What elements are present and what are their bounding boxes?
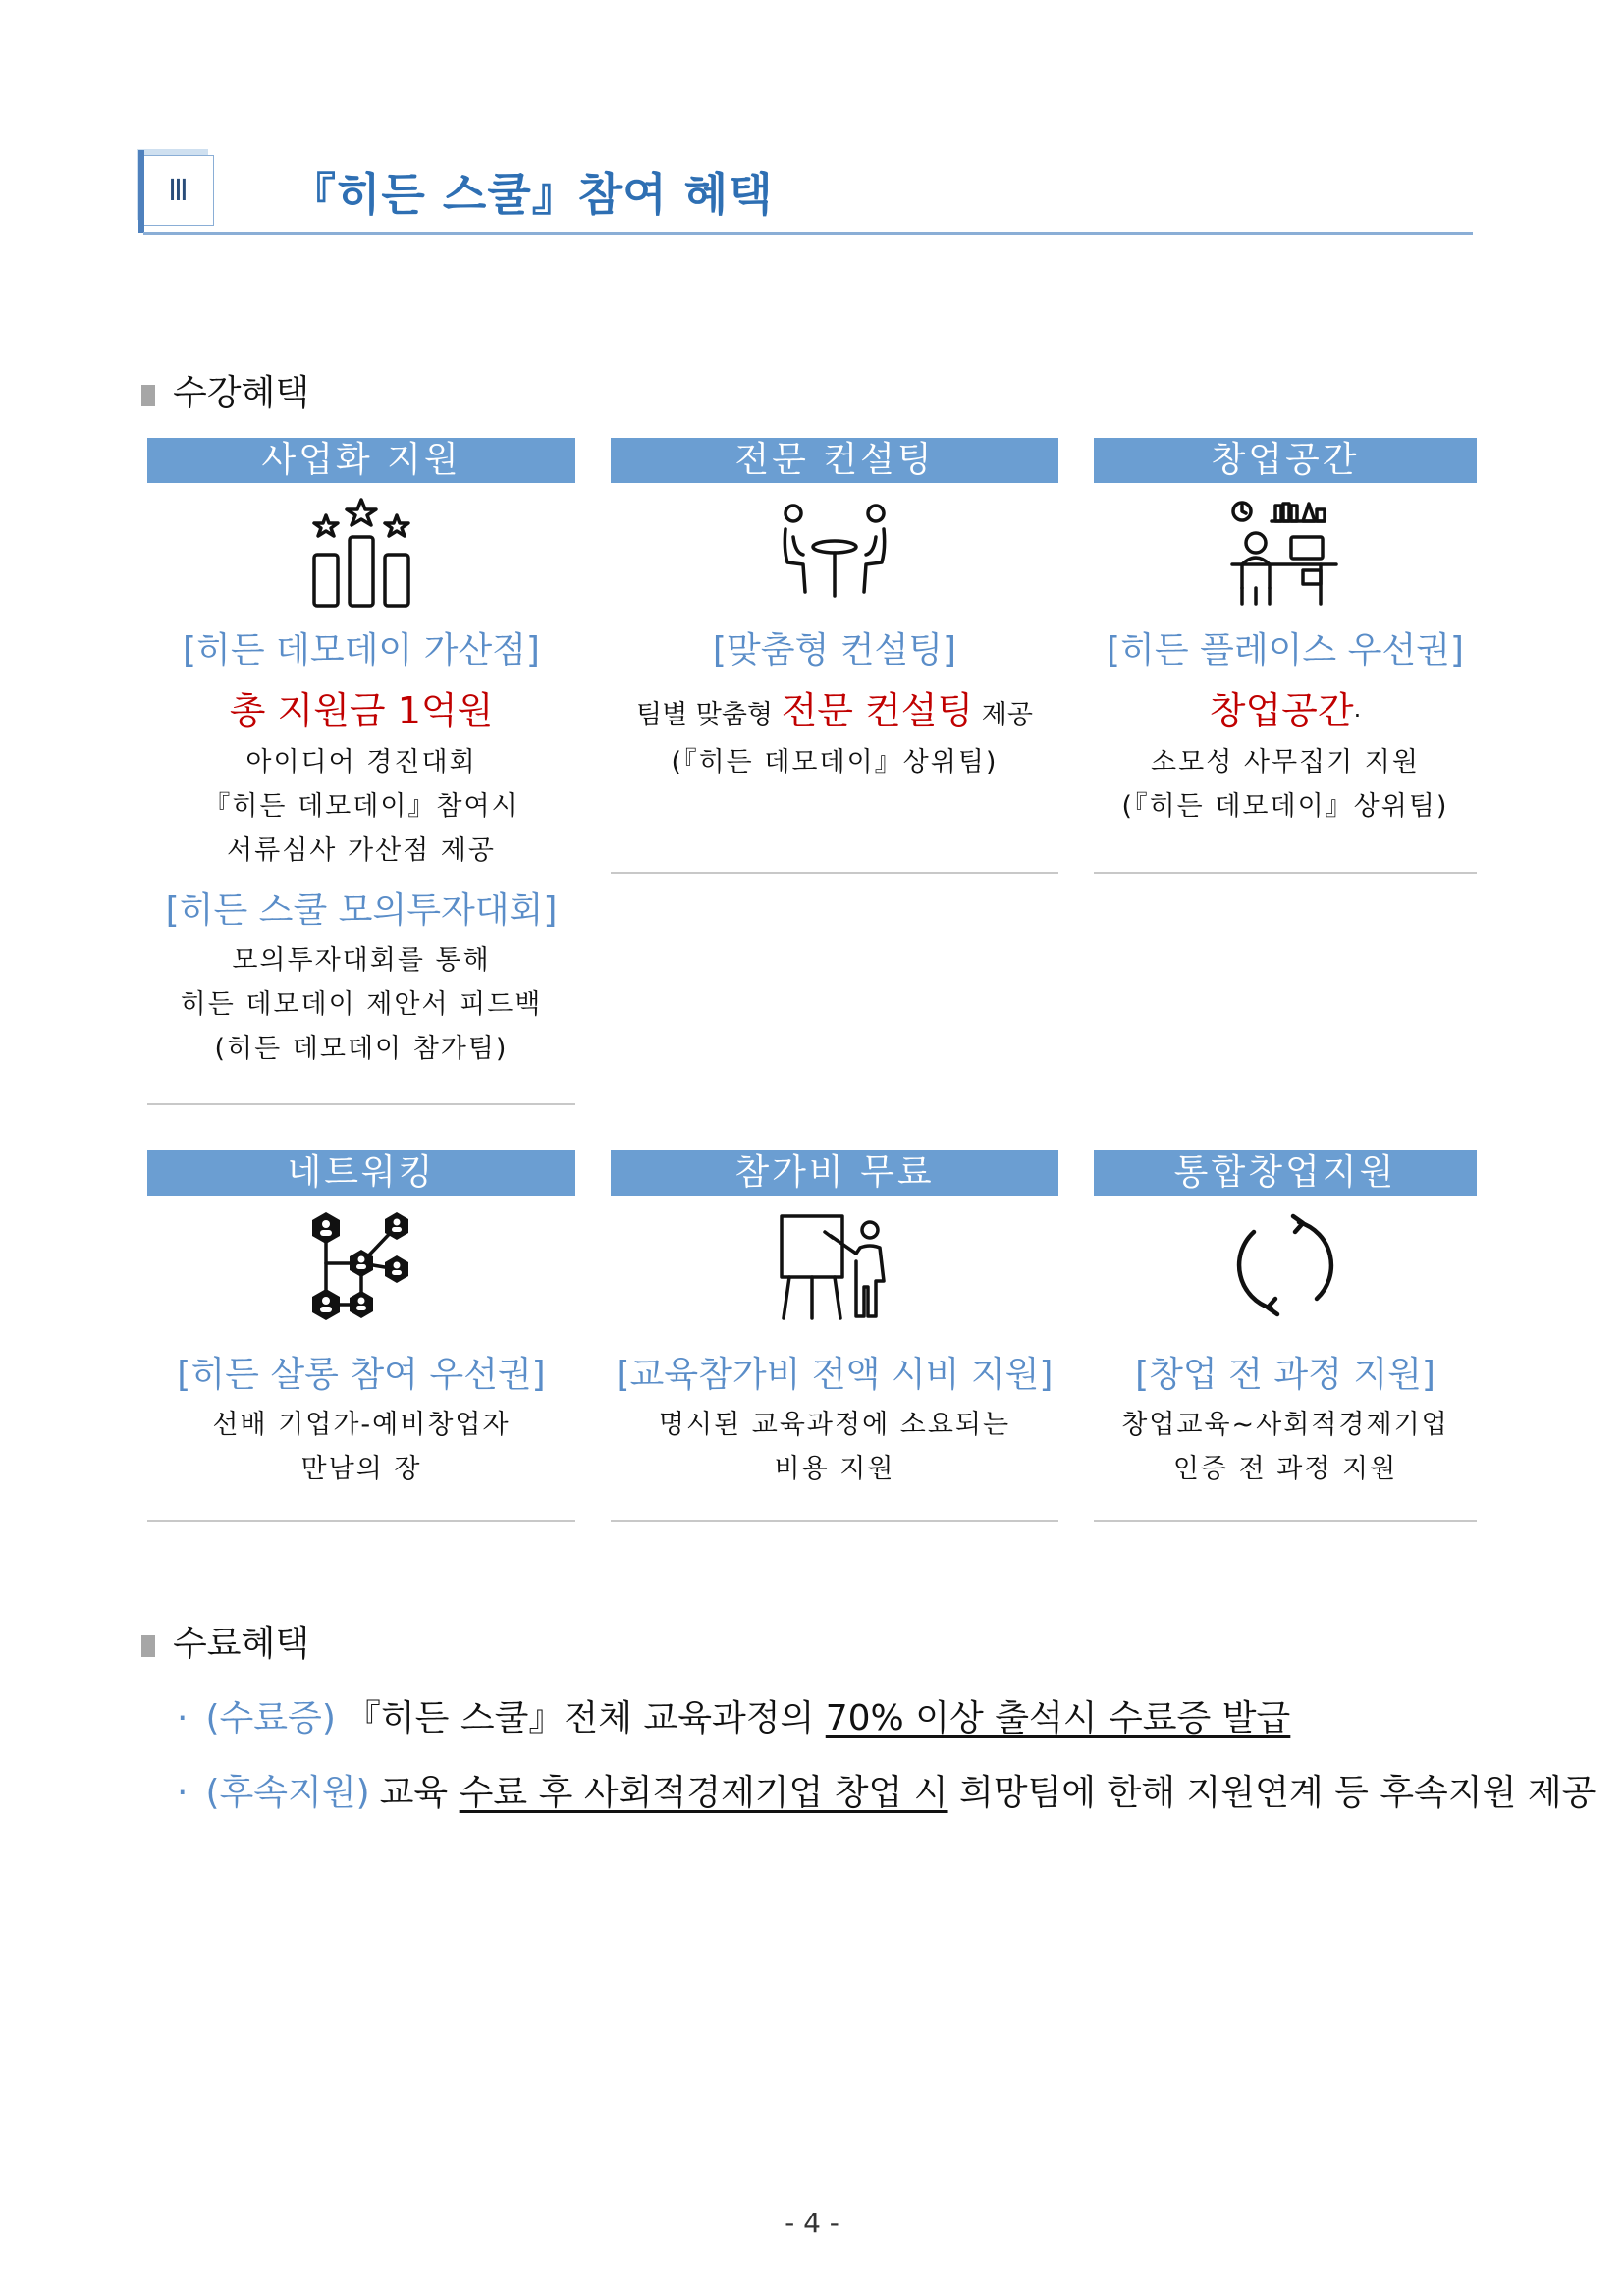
network-people-icon (147, 1203, 575, 1327)
card-description (1094, 1403, 1477, 1491)
office-desk-icon (1094, 491, 1477, 614)
item-tag: (후속지원) (205, 1773, 370, 1813)
desc-line: (히든 데모데이 참가팀) (214, 1034, 509, 1064)
card-highlight (1094, 680, 1477, 734)
desc-line: (『히든 데모데이』상위팀) (671, 747, 999, 777)
section-header (143, 155, 1473, 234)
card-description (147, 1403, 575, 1491)
desc-line: 서류심사 가산점 제공 (227, 835, 496, 866)
card-highlight-line (611, 680, 1058, 734)
section-title: 『히든 스쿨』참여 혜택 (291, 168, 774, 221)
item-underlined-text: 70% 이상 출석시 수료증 발급 (825, 1698, 1291, 1738)
highlight-suffix: · (1353, 702, 1362, 729)
card-description (611, 740, 1058, 784)
card-description-2 (147, 938, 575, 1071)
card-description (147, 740, 575, 873)
heading-square-icon (141, 1635, 155, 1657)
teacher-board-icon (611, 1203, 1058, 1327)
card-subtitle: [맞춤형 컨설팅] (712, 630, 957, 670)
desc-line: 명시된 교육과정에 소요되는 (658, 1410, 1011, 1440)
card-description (611, 1403, 1058, 1491)
completion-item-followup (177, 1765, 1596, 1815)
completion-benefits-heading (141, 1616, 309, 1666)
podium-stars-icon (147, 491, 575, 614)
completion-benefits-heading-text: 수료혜택 (173, 1624, 310, 1664)
course-benefits-heading (141, 365, 309, 415)
card-subtitle: [히든 살롱 참여 우선권] (177, 1355, 546, 1395)
desc-line: 만남의 장 (300, 1454, 422, 1484)
desc-line: 비용 지원 (774, 1454, 895, 1484)
desc-line: 선배 기업가-예비창업자 (212, 1410, 511, 1440)
page-number: - 4 - (785, 2207, 839, 2239)
desc-line: (『히든 데모데이』상위팀) (1121, 791, 1449, 822)
desc-line: 창업교육~사회적경제기업 (1121, 1410, 1449, 1440)
bullet-dot: · (177, 1698, 189, 1738)
card-title: 사업화 지원 (147, 438, 575, 483)
card-divider (147, 1520, 575, 1522)
card-integrated-support (1094, 1150, 1477, 1522)
card-subtitle: [히든 플레이스 우선권] (1107, 630, 1464, 670)
card-subtitle: [히든 데모데이 가산점] (183, 630, 540, 670)
desc-line: 소모성 사무집기 지원 (1151, 747, 1420, 777)
card-subtitle: [교육참가비 전액 시비 지원] (616, 1355, 1054, 1395)
desc-line: 『히든 데모데이』참여시 (203, 791, 519, 822)
course-benefits-heading-text: 수강혜택 (173, 373, 310, 413)
card-title: 네트워킹 (147, 1150, 575, 1196)
heading-square-icon (141, 385, 155, 406)
card-divider (147, 1103, 575, 1105)
card-title: 창업공간 (1094, 438, 1477, 483)
item-text: 『히든 스쿨』전체 교육과정의 (345, 1698, 826, 1738)
completion-item-certificate (177, 1690, 1290, 1740)
card-consulting (611, 438, 1058, 874)
section-number-box (143, 155, 214, 226)
desc-line: 히든 데모데이 제안서 피드백 (180, 989, 543, 1020)
card-subtitle-2: [히든 스쿨 모의투자대회] (165, 890, 558, 931)
card-title: 통합창업지원 (1094, 1150, 1477, 1196)
card-free-fee (611, 1150, 1058, 1522)
highlight-text: 창업공간 (1209, 689, 1354, 732)
card-title: 전문 컨설팅 (611, 438, 1058, 483)
item-tag: (수료증) (205, 1698, 336, 1738)
card-networking (147, 1150, 575, 1522)
consulting-meeting-icon (611, 491, 1058, 614)
line-highlight: 전문 컨설팅 (781, 689, 974, 732)
card-divider (1094, 872, 1477, 874)
line-text: 팀별 맞춤형 (636, 700, 782, 730)
desc-line: 인증 전 과정 지원 (1172, 1454, 1398, 1484)
line-text: 제공 (973, 700, 1033, 730)
bullet-dot: · (177, 1773, 189, 1813)
cycle-arrows-icon (1094, 1203, 1477, 1327)
card-divider (1094, 1520, 1477, 1522)
item-text: 교육 (379, 1773, 460, 1813)
card-commercialization (147, 438, 575, 1105)
card-divider (611, 872, 1058, 874)
desc-line: 아이디어 경진대회 (245, 747, 477, 777)
item-underlined-text: 수료 후 사회적경제기업 창업 시 (459, 1773, 948, 1813)
card-title: 참가비 무료 (611, 1150, 1058, 1196)
card-subtitle: [창업 전 과정 지원] (1135, 1355, 1435, 1395)
card-highlight: 총 지원금 1억원 (229, 689, 494, 732)
section-underline (143, 232, 1473, 235)
card-divider (611, 1520, 1058, 1522)
desc-line: 모의투자대회를 통해 (232, 945, 491, 976)
card-startup-space (1094, 438, 1477, 874)
card-description (1094, 740, 1477, 828)
section-number: Ⅲ (168, 173, 189, 208)
item-text-post: 희망팀에 한해 지원연계 등 후속지원 제공 (947, 1773, 1597, 1813)
